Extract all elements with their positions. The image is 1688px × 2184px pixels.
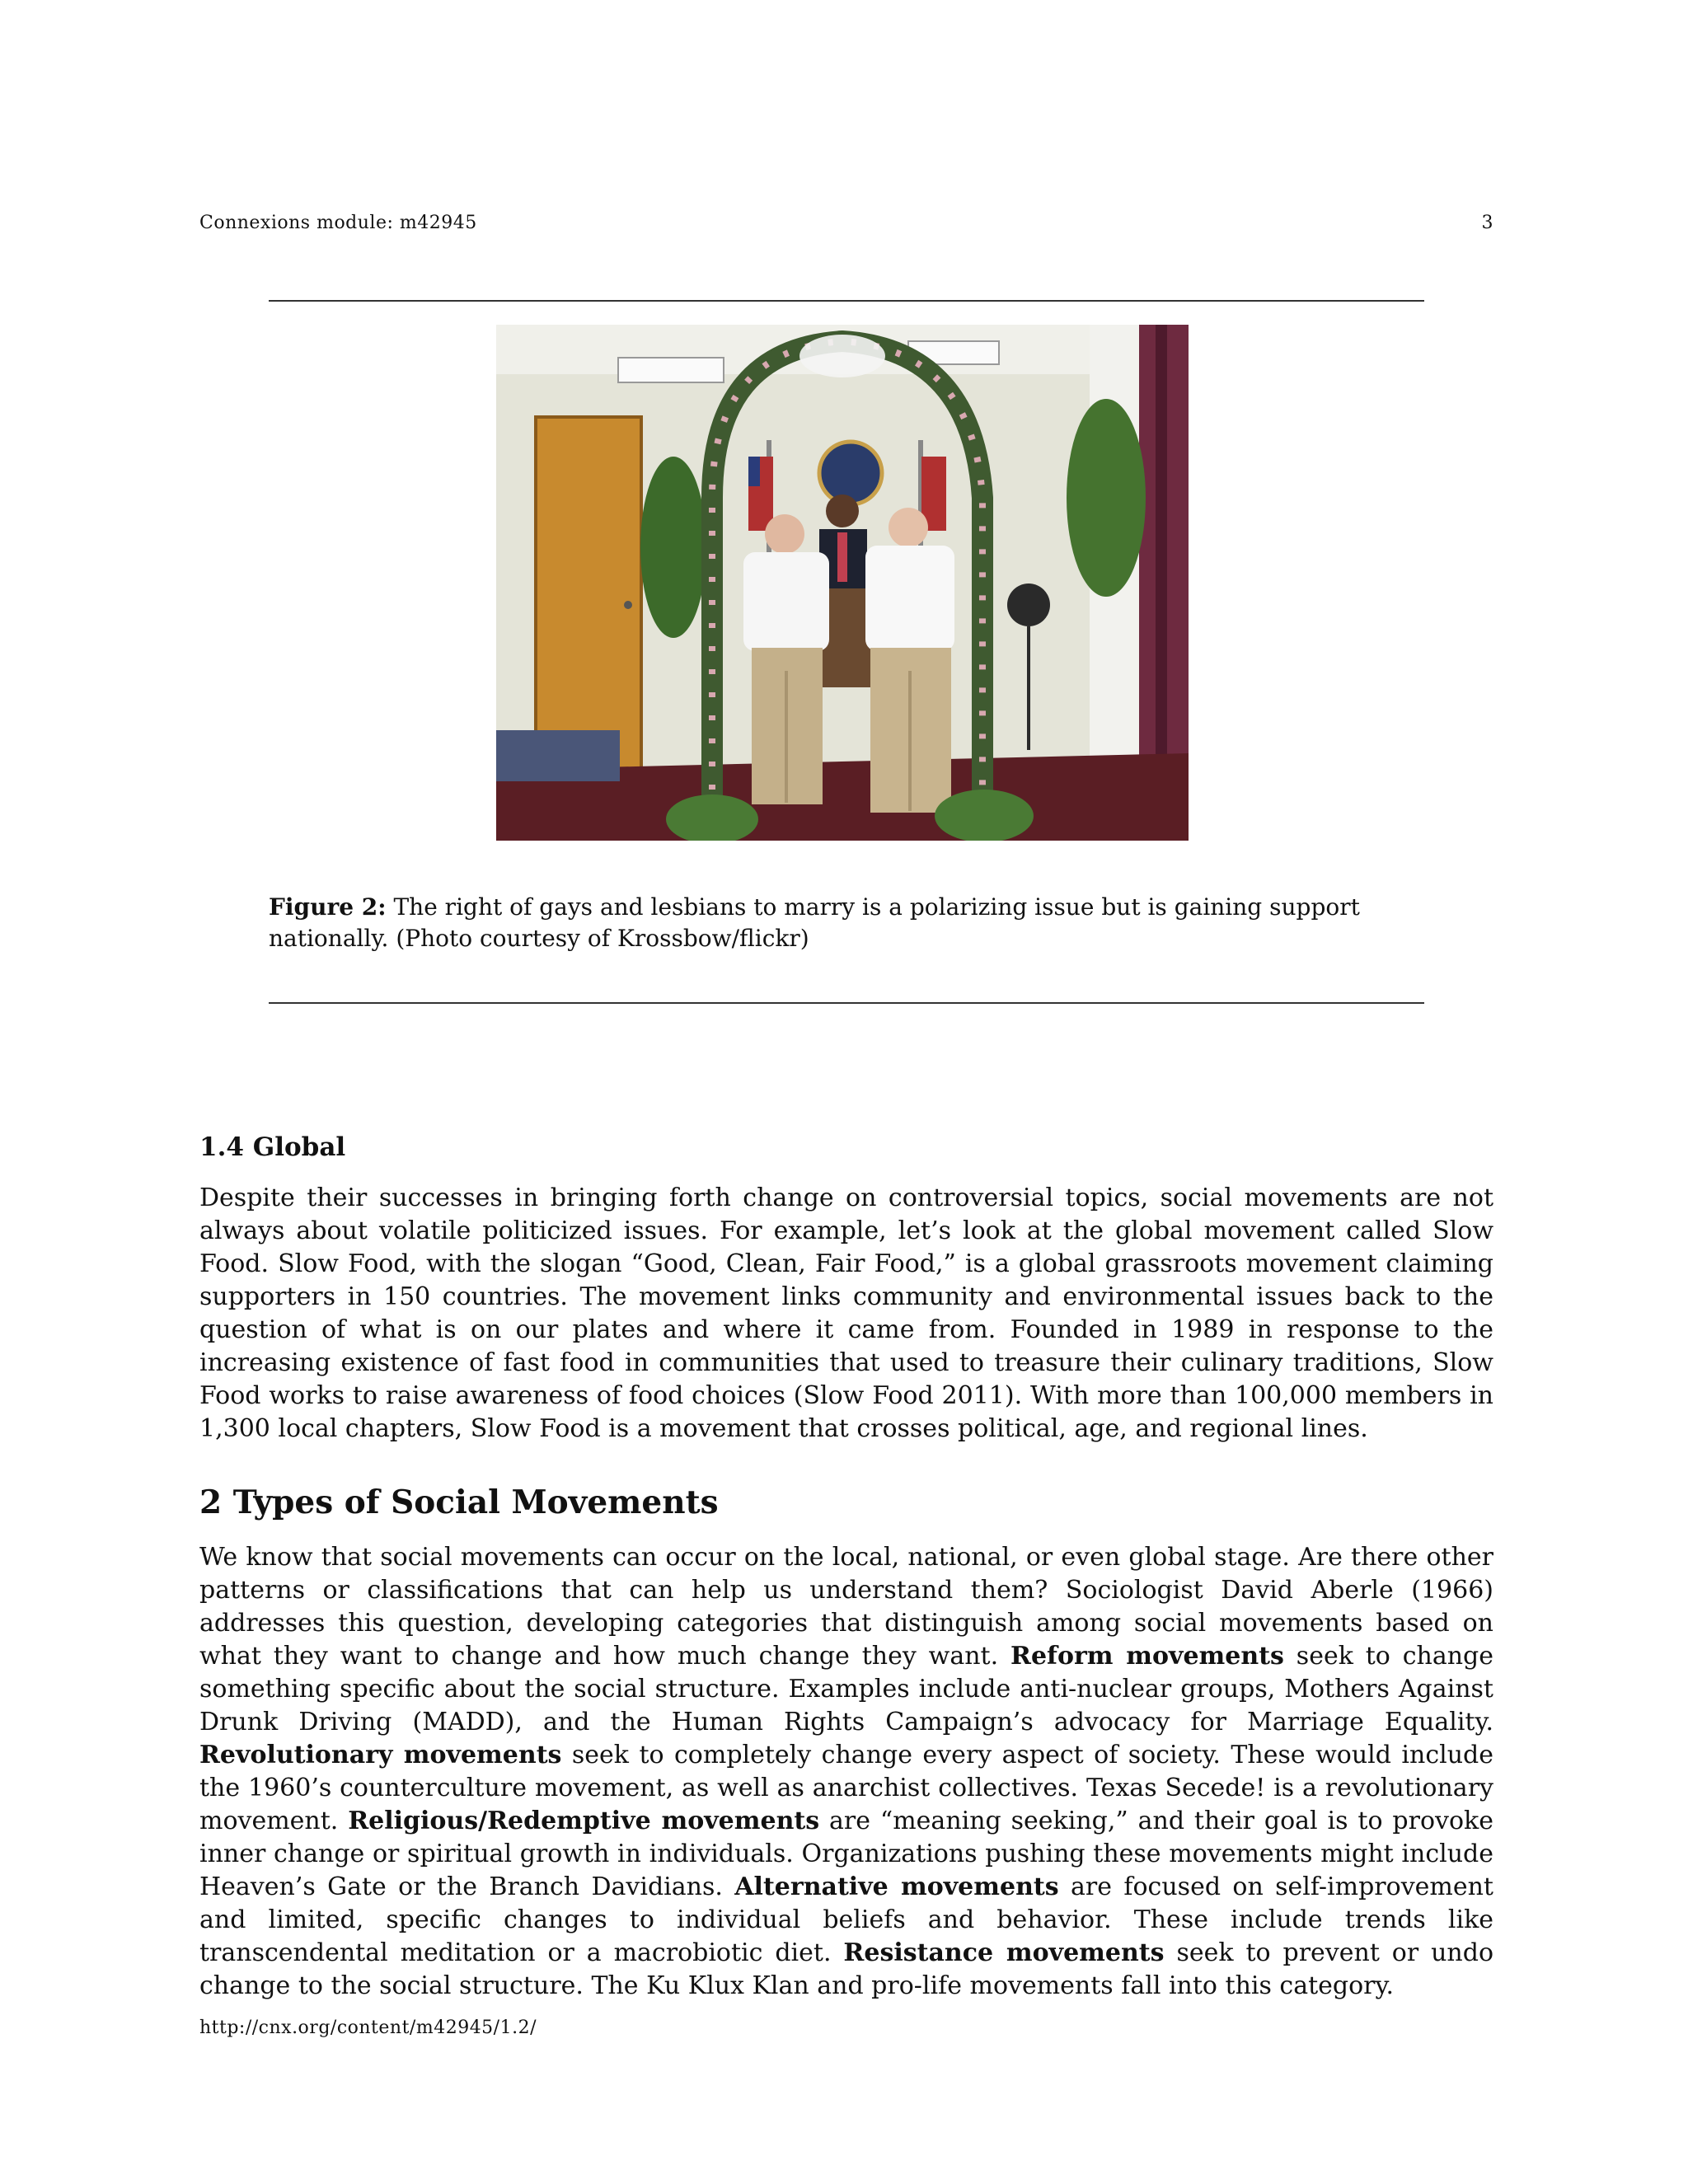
term-definition-keyword: Alternative movements — [734, 1872, 1059, 1901]
term-definition-keyword: Religious/Redemptive movements — [348, 1807, 820, 1835]
paragraph-text-run: are focused on self-improvement and limited, specific changes to individual beliefs and behavior. These include trends like transcendental meditation or a macrobiotic diet. — [199, 1872, 1493, 1967]
term-definition-keyword: Reform movements — [1010, 1642, 1284, 1671]
section-heading-types-of-social-movements: 2 Types of Social Movements — [199, 1483, 719, 1521]
figure-bottom-rule — [269, 1002, 1424, 1004]
wedding-arch-photo — [496, 325, 1189, 841]
figure-photo — [496, 325, 1189, 841]
paragraph-types-of-social-movements — [199, 1541, 1493, 2003]
figure-caption — [269, 892, 1424, 954]
footer-url: http://cnx.org/content/m42945/1.2/ — [199, 2018, 537, 2038]
paragraph-text-run: seek to change something specific about the social structure. Examples include anti-nuclear groups, Mothers Against Drunk Driving (MADD), and the Human Rights Campaign’s advocacy for Marriage Equality. — [199, 1642, 1493, 1736]
figure-top-rule — [269, 300, 1424, 302]
paragraph-text-run: We know that social movements can occur on the local, national, or even global stage. Are there other patterns or classifications that can help us understand them? Sociologist David Aberle (1966) addresses this question, developing categories that distinguish among social movements based on what they want to change and how much change they want. — [199, 1543, 1493, 1671]
figure-caption-text: The right of gays and lesbians to marry is a polarizing issue but is gaining support nationally. (Photo courtesy of Krossbow/flickr) — [269, 893, 1360, 952]
paragraph-text-run: are “meaning seeking,” and their goal is to provoke inner change or spiritual growth in individuals. Organizations pushing these movements might include Heaven’s Gate or the Branch Davidians. — [199, 1807, 1493, 1901]
paragraph-global: Despite their successes in bringing forth change on controversial topics, social movements are not always about volatile politicized issues. For example, let’s look at the global movement called Slow Food. Slow Food, with the slogan “Good, Clean, Fair Food,” is a global grassroots movement claiming supporters in 150 countries. The movement links community and environmental issues back to the question of what is on our plates and where it came from. Founded in 1989 in response to the increasing existence of fast food in communities that used to treasure their culinary traditions, Slow Food works to raise awareness of food choices (Slow Food 2011). With more than 100,000 members in 1,300 local chapters, Slow Food is a movement that crosses political, age, and regional lines. — [199, 1183, 1493, 1443]
running-header-module: Connexions module: m42945 — [199, 213, 477, 233]
paragraph-text-run: seek to prevent or undo change to the social structure. The Ku Klux Klan and pro-life movements fall into this category. — [199, 1938, 1493, 2000]
term-definition-keyword: Resistance movements — [843, 1938, 1165, 1967]
paragraph-text-run: seek to completely change every aspect of society. These would include the 1960’s counterculture movement, as well as anarchist collectives. Texas Secede! is a revolutionary movement. — [199, 1741, 1493, 1835]
section-heading-global: 1.4 Global — [199, 1132, 346, 1162]
term-definition-keyword: Revolutionary movements — [199, 1741, 562, 1769]
figure-label: Figure 2: — [269, 893, 387, 921]
running-header-page-number: 3 — [1481, 213, 1493, 233]
